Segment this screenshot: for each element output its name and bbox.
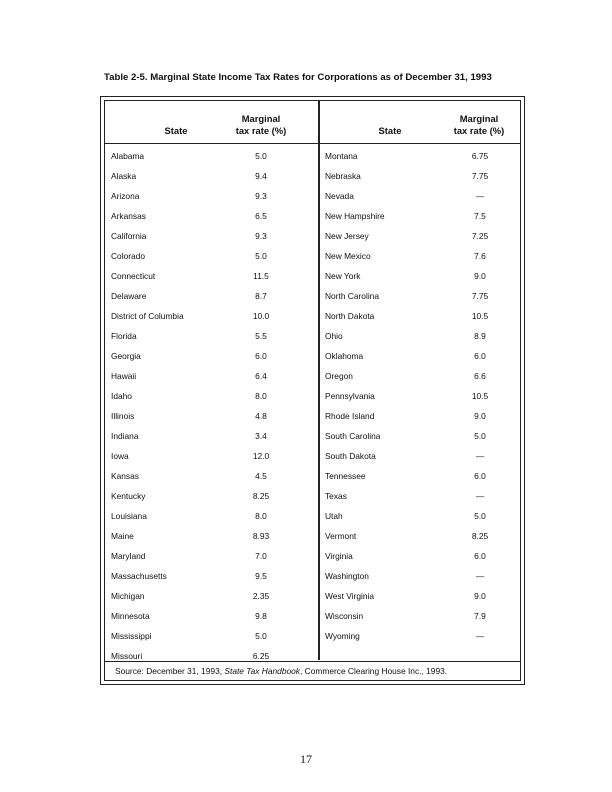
state-cell: Maine — [111, 531, 134, 541]
rate-cell: 8.25 — [471, 531, 489, 541]
state-cell: Utah — [325, 511, 343, 521]
state-cell: Alabama — [111, 151, 145, 161]
table-row — [105, 486, 520, 506]
table-row — [105, 446, 520, 466]
rate-cell: 7.25 — [471, 231, 489, 241]
rate-cell: 11.5 — [253, 271, 269, 281]
rate-cell: — — [475, 451, 485, 461]
state-cell: Indiana — [111, 431, 139, 441]
state-cell: Mississippi — [111, 631, 152, 641]
state-cell: North Carolina — [325, 291, 379, 301]
table-row — [105, 566, 520, 586]
state-cell: Hawaii — [111, 371, 137, 381]
header-rate-left-line1: Marginal — [241, 113, 281, 124]
table — [104, 100, 521, 681]
state-cell: Arkansas — [111, 211, 146, 221]
rate-cell: 8.0 — [255, 391, 267, 401]
table-frame — [100, 96, 525, 685]
rate-cell: 8.93 — [252, 531, 270, 541]
state-cell: Maryland — [111, 551, 146, 561]
header-rate-right-line2: tax rate (%) — [453, 125, 505, 136]
rate-cell: — — [475, 631, 485, 641]
header-rate-right-line1: Marginal — [459, 113, 499, 124]
rate-cell: — — [475, 571, 485, 581]
rate-cell: 7.75 — [471, 171, 489, 181]
state-cell: Delaware — [111, 291, 147, 301]
rate-cell: 2.35 — [252, 591, 270, 601]
source-suffix: , Commerce Clearing House Inc., 1993. — [300, 666, 448, 676]
source-prefix: Source: December 31, 1993, — [115, 666, 225, 676]
table-row — [105, 326, 520, 346]
rate-cell: — — [475, 191, 485, 201]
header-rate-left-line2: tax rate (%) — [235, 125, 287, 136]
rate-cell: 4.8 — [255, 411, 267, 421]
rate-cell: 9.0 — [474, 591, 486, 601]
rate-cell: 9.0 — [474, 271, 486, 281]
state-cell: North Dakota — [325, 311, 375, 321]
state-cell: Wisconsin — [325, 611, 364, 621]
rate-cell: 5.0 — [474, 431, 486, 441]
rate-cell: 5.0 — [474, 511, 486, 521]
rate-cell: 6.0 — [474, 471, 486, 481]
state-cell: West Virginia — [325, 591, 375, 601]
rate-cell: 3.4 — [255, 431, 267, 441]
rate-cell: 9.0 — [474, 411, 486, 421]
page-number: 17 — [300, 752, 312, 766]
state-cell: Nevada — [325, 191, 354, 201]
state-cell: Illinois — [111, 411, 135, 421]
state-cell: Connecticut — [111, 271, 156, 281]
rate-cell: 8.9 — [474, 331, 486, 341]
state-cell: Arizona — [111, 191, 140, 201]
rate-cell: 6.0 — [474, 551, 486, 561]
state-cell: South Dakota — [325, 451, 376, 461]
table-row — [105, 246, 520, 266]
state-cell: Minnesota — [111, 611, 150, 621]
state-cell: Montana — [325, 151, 358, 161]
rate-cell: 8.0 — [255, 511, 267, 521]
state-cell: New York — [325, 271, 361, 281]
rate-cell: 5.5 — [255, 331, 267, 341]
table-row — [105, 306, 520, 326]
rate-cell: 6.5 — [255, 211, 267, 221]
state-cell: Rhode Island — [325, 411, 375, 421]
table-row — [105, 586, 520, 606]
state-cell: New Jersey — [325, 231, 369, 241]
header-state-left: State — [164, 125, 188, 136]
state-cell: Ohio — [325, 331, 343, 341]
source-note — [115, 666, 447, 676]
rate-cell: 7.75 — [471, 291, 489, 301]
state-cell: Texas — [325, 491, 347, 501]
header-rate-right — [441, 113, 517, 137]
rate-cell: 5.0 — [255, 251, 267, 261]
state-cell: Louisiana — [111, 511, 147, 521]
state-cell: Pennsylvania — [325, 391, 375, 401]
table-caption: Table 2-5. Marginal State Income Tax Rates for Corporations as of December 31, 1993 — [104, 72, 492, 83]
rate-cell: 9.3 — [255, 191, 267, 201]
table-row — [105, 366, 520, 386]
state-cell: South Carolina — [325, 431, 381, 441]
rate-cell: 9.8 — [255, 611, 267, 621]
table-row — [105, 286, 520, 306]
state-cell: Alaska — [111, 171, 137, 181]
table-row — [105, 426, 520, 446]
state-cell: Wyoming — [325, 631, 360, 641]
table-row — [105, 466, 520, 486]
state-cell: Florida — [111, 331, 137, 341]
rate-cell: 5.0 — [255, 631, 267, 641]
rate-cell: 6.4 — [255, 371, 267, 381]
table-row — [105, 206, 520, 226]
source-rule — [105, 661, 520, 662]
rate-cell: — — [475, 491, 485, 501]
state-cell: Kentucky — [111, 491, 146, 501]
state-cell: Idaho — [111, 391, 132, 401]
state-cell: Michigan — [111, 591, 145, 601]
table-row — [105, 526, 520, 546]
rate-cell: 9.5 — [255, 571, 267, 581]
state-cell: Georgia — [111, 351, 141, 361]
table-row — [105, 146, 520, 166]
rate-cell: 7.5 — [474, 211, 486, 221]
rate-cell: 7.6 — [474, 251, 486, 261]
state-cell: New Hampshire — [325, 211, 385, 221]
header-state-right: State — [378, 125, 402, 136]
state-cell: Virginia — [325, 551, 353, 561]
rate-cell: 8.25 — [252, 491, 270, 501]
rate-cell: 6.0 — [474, 351, 486, 361]
rate-cell: 9.3 — [255, 231, 267, 241]
header-rule — [105, 143, 520, 144]
table-row — [105, 386, 520, 406]
state-cell: Tennessee — [325, 471, 366, 481]
state-cell: Massachusetts — [111, 571, 167, 581]
rate-cell: 6.75 — [471, 151, 489, 161]
table-row — [105, 406, 520, 426]
header-rate-left — [223, 113, 299, 137]
state-cell: New Mexico — [325, 251, 371, 261]
state-cell: Iowa — [111, 451, 129, 461]
source-title: State Tax Handbook — [224, 666, 300, 676]
rate-cell: 5.0 — [255, 151, 267, 161]
state-cell: Washington — [325, 571, 369, 581]
state-cell: Oregon — [325, 371, 353, 381]
table-row — [105, 646, 520, 666]
rate-cell: 6.6 — [474, 371, 486, 381]
table-row — [105, 186, 520, 206]
state-cell: Nebraska — [325, 171, 361, 181]
rate-cell: 10.5 — [471, 311, 489, 321]
state-cell: Colorado — [111, 251, 145, 261]
table-row — [105, 626, 520, 646]
state-cell: California — [111, 231, 147, 241]
state-cell: District of Columbia — [111, 311, 184, 321]
table-row — [105, 226, 520, 246]
table-row — [105, 606, 520, 626]
rate-cell: 6.0 — [255, 351, 267, 361]
rate-cell: 4.5 — [255, 471, 267, 481]
rate-cell: 10.5 — [471, 391, 489, 401]
rate-cell: 7.0 — [255, 551, 267, 561]
state-cell: Oklahoma — [325, 351, 364, 361]
rate-cell: 9.4 — [255, 171, 267, 181]
rate-cell: 8.7 — [255, 291, 267, 301]
table-row — [105, 346, 520, 366]
rate-cell: 7.9 — [474, 611, 486, 621]
table-row — [105, 266, 520, 286]
state-cell: Missouri — [111, 651, 143, 661]
state-cell: Kansas — [111, 471, 139, 481]
state-cell: Vermont — [325, 531, 357, 541]
table-row — [105, 166, 520, 186]
rate-cell: 6.25 — [252, 651, 270, 661]
rate-cell: 10.0 — [252, 311, 270, 321]
table-row — [105, 506, 520, 526]
table-row — [105, 546, 520, 566]
rate-cell: 12.0 — [252, 451, 270, 461]
